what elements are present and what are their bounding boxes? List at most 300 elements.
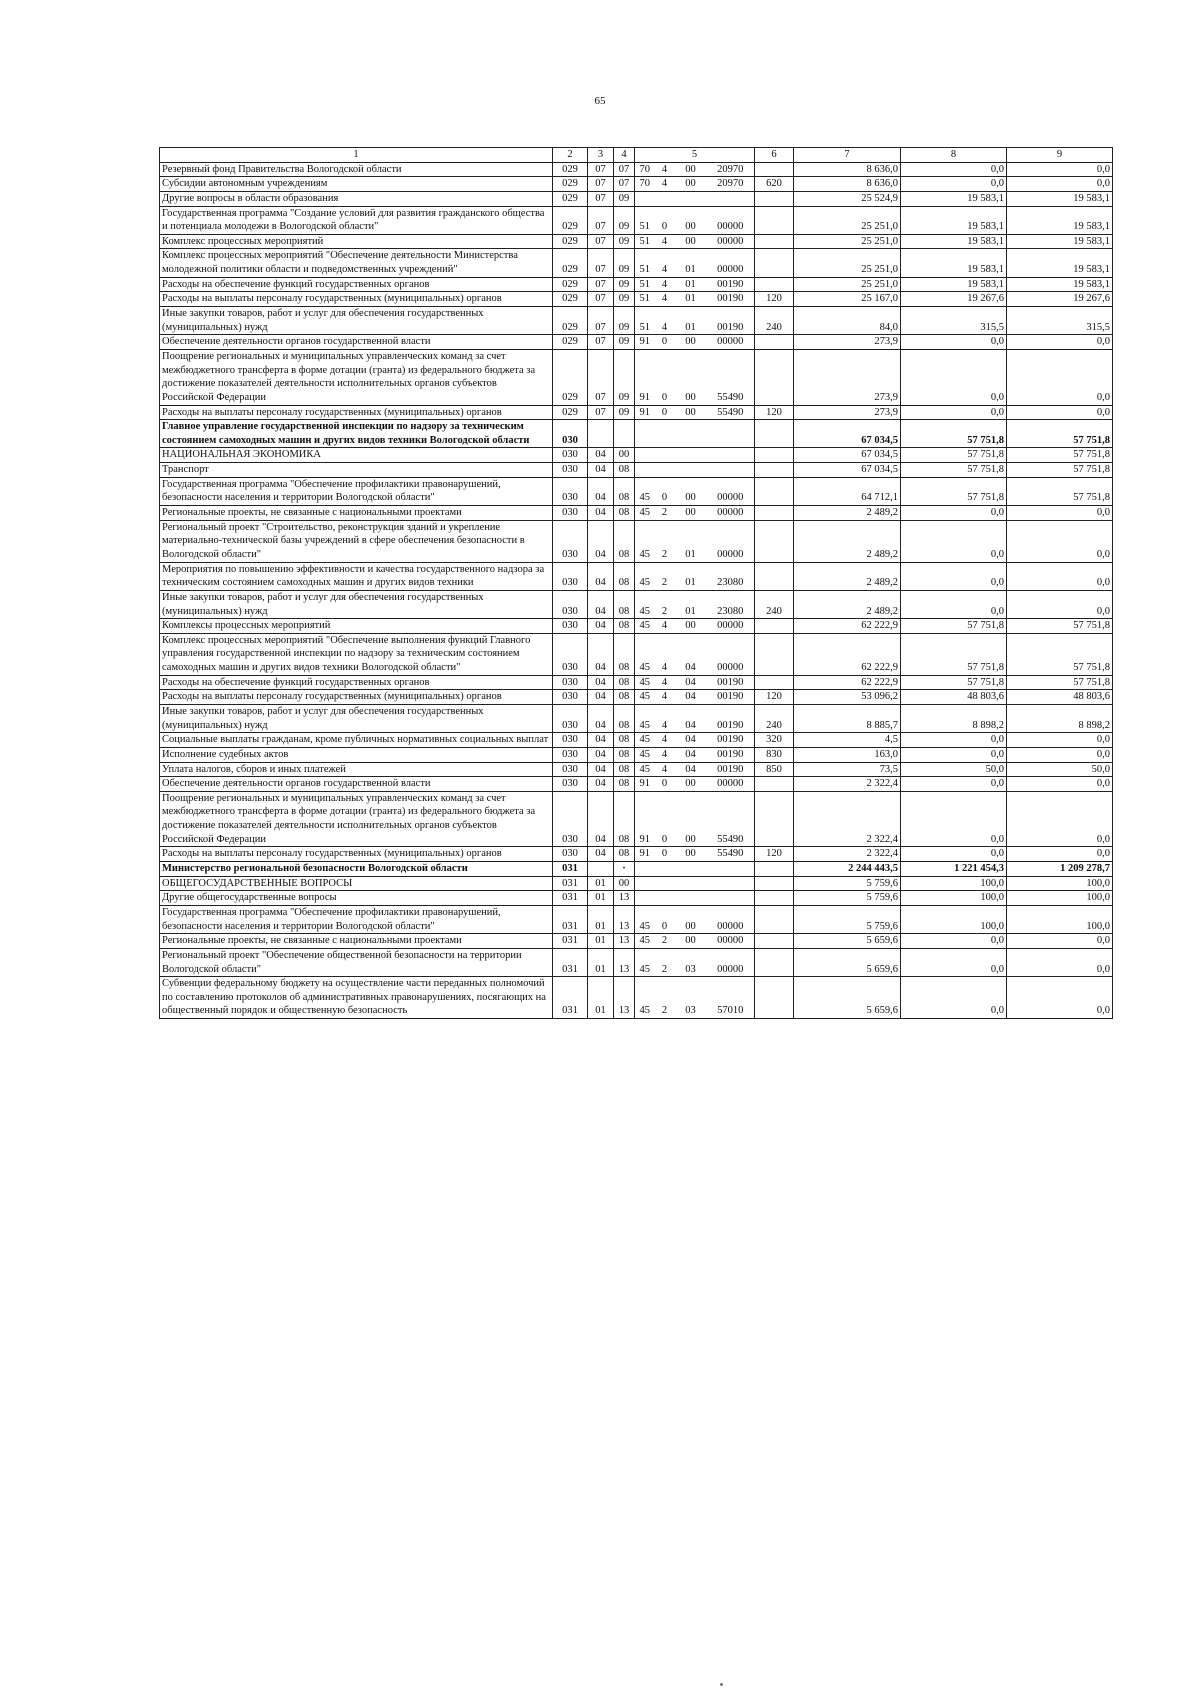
row-subsection: 08: [614, 704, 635, 732]
row-grbs: 030: [553, 747, 588, 762]
budget-table: [159, 147, 1113, 1019]
row-target-type: [655, 448, 675, 463]
row-value-9: 57 751,8: [1007, 619, 1113, 634]
row-value-8: 0,0: [901, 747, 1007, 762]
row-value-8: 19 583,1: [901, 277, 1007, 292]
row-target-direction: 00190: [707, 307, 755, 335]
row-value-9: 0,0: [1007, 349, 1113, 405]
row-name: Расходы на обеспечение функций государственных органов: [160, 675, 553, 690]
row-value-9: 0,0: [1007, 335, 1113, 350]
row-value-9: 0,0: [1007, 847, 1113, 862]
row-value-9: 19 583,1: [1007, 277, 1113, 292]
row-section: 04: [588, 590, 614, 618]
row-section: 07: [588, 307, 614, 335]
row-name: Уплата налогов, сборов и иных платежей: [160, 762, 553, 777]
row-value-7: 5 659,6: [794, 934, 901, 949]
col-header-6: 6: [755, 148, 794, 163]
row-target-program: 70: [635, 177, 655, 192]
table-row: [160, 847, 1113, 862]
table-row: [160, 862, 1113, 877]
table-row: [160, 633, 1113, 675]
row-subsection: 13: [614, 905, 635, 933]
row-section: 07: [588, 249, 614, 277]
row-subsection: [614, 420, 635, 448]
table-row: [160, 177, 1113, 192]
row-value-7: 62 222,9: [794, 675, 901, 690]
row-target-direction: [707, 891, 755, 906]
row-target-structure: 00: [675, 934, 707, 949]
table-row: [160, 675, 1113, 690]
row-section: 04: [588, 847, 614, 862]
row-expense-type: 120: [755, 292, 794, 307]
row-expense-type: 240: [755, 590, 794, 618]
row-name: Иные закупки товаров, работ и услуг для обеспечения государственных (муниципальных) нужд: [160, 590, 553, 618]
row-target-structure: 04: [675, 675, 707, 690]
row-name: Исполнение судебных актов: [160, 747, 553, 762]
row-expense-type: 120: [755, 690, 794, 705]
row-subsection: 13: [614, 891, 635, 906]
row-name: Комплекс процессных мероприятий "Обеспечение деятельности Министерства молодежной политики области и подведомственных учреждений": [160, 249, 553, 277]
row-value-8: 0,0: [901, 506, 1007, 521]
row-subsection: 08: [614, 520, 635, 562]
row-grbs: 030: [553, 791, 588, 847]
row-grbs: 029: [553, 162, 588, 177]
row-value-8: 19 583,1: [901, 234, 1007, 249]
row-target-program: 91: [635, 777, 655, 792]
row-name: Расходы на обеспечение функций государственных органов: [160, 277, 553, 292]
row-target-structure: 00: [675, 177, 707, 192]
row-target-structure: 00: [675, 506, 707, 521]
row-value-7: 73,5: [794, 762, 901, 777]
row-target-type: 0: [655, 477, 675, 505]
row-subsection: 00: [614, 448, 635, 463]
row-value-9: 1 209 278,7: [1007, 862, 1113, 877]
row-value-7: 25 251,0: [794, 234, 901, 249]
table-row: [160, 448, 1113, 463]
row-grbs: 029: [553, 349, 588, 405]
row-name: Государственная программа "Создание условий для развития гражданского общества и потенциала молодежи в Вологодской области": [160, 206, 553, 234]
row-subsection: 08: [614, 633, 635, 675]
row-value-7: 4,5: [794, 733, 901, 748]
row-expense-type: [755, 675, 794, 690]
row-value-8: 8 898,2: [901, 704, 1007, 732]
row-target-type: 4: [655, 619, 675, 634]
row-expense-type: 620: [755, 177, 794, 192]
row-target-type: 0: [655, 791, 675, 847]
row-target-program: 45: [635, 675, 655, 690]
table-row: [160, 777, 1113, 792]
row-target-structure: 01: [675, 307, 707, 335]
row-target-type: 2: [655, 977, 675, 1019]
row-subsection: 09: [614, 249, 635, 277]
row-target-structure: 01: [675, 520, 707, 562]
row-section: 04: [588, 448, 614, 463]
row-target-program: 45: [635, 633, 655, 675]
row-section: 04: [588, 675, 614, 690]
row-value-9: 19 583,1: [1007, 234, 1113, 249]
row-grbs: 030: [553, 590, 588, 618]
row-subsection: 08: [614, 791, 635, 847]
row-expense-type: 120: [755, 405, 794, 420]
row-target-program: [635, 191, 655, 206]
table-row: [160, 562, 1113, 590]
row-value-7: 2 322,4: [794, 791, 901, 847]
row-grbs: 030: [553, 690, 588, 705]
row-grbs: 030: [553, 448, 588, 463]
row-target-direction: 20970: [707, 177, 755, 192]
row-section: 01: [588, 876, 614, 891]
row-value-8: 48 803,6: [901, 690, 1007, 705]
row-target-structure: 01: [675, 249, 707, 277]
row-value-7: 8 885,7: [794, 704, 901, 732]
row-target-type: 0: [655, 777, 675, 792]
row-target-direction: [707, 448, 755, 463]
row-expense-type: [755, 905, 794, 933]
row-value-7: 8 636,0: [794, 162, 901, 177]
row-grbs: 031: [553, 862, 588, 877]
row-section: 04: [588, 747, 614, 762]
row-value-9: 50,0: [1007, 762, 1113, 777]
row-name: Мероприятия по повышению эффективности и качества государственного надзора за техническим состоянием самоходных машин и других видов техники: [160, 562, 553, 590]
row-value-7: 25 524,9: [794, 191, 901, 206]
row-value-8: 0,0: [901, 590, 1007, 618]
row-target-direction: 55490: [707, 791, 755, 847]
row-target-program: 45: [635, 619, 655, 634]
row-target-program: 51: [635, 292, 655, 307]
row-target-type: 4: [655, 633, 675, 675]
row-target-program: [635, 876, 655, 891]
row-target-direction: 00190: [707, 704, 755, 732]
row-target-direction: 57010: [707, 977, 755, 1019]
row-subsection: 08: [614, 477, 635, 505]
row-target-direction: 00000: [707, 777, 755, 792]
row-subsection: ·: [614, 862, 635, 877]
row-target-type: 0: [655, 405, 675, 420]
row-expense-type: [755, 349, 794, 405]
table-row: [160, 690, 1113, 705]
row-target-direction: 00000: [707, 335, 755, 350]
row-target-structure: 00: [675, 847, 707, 862]
row-expense-type: [755, 520, 794, 562]
row-value-9: 0,0: [1007, 405, 1113, 420]
row-subsection: 09: [614, 191, 635, 206]
row-value-9: 0,0: [1007, 520, 1113, 562]
col-header-2: 2: [553, 148, 588, 163]
row-name: Главное управление государственной инспекции по надзору за техническим состоянием самоходных машин и других видов техники Вологодской области: [160, 420, 553, 448]
row-section: 07: [588, 191, 614, 206]
row-target-program: 51: [635, 277, 655, 292]
row-section: 04: [588, 690, 614, 705]
row-name: Комплексы процессных мероприятий: [160, 619, 553, 634]
row-target-program: 51: [635, 206, 655, 234]
row-subsection: 09: [614, 292, 635, 307]
table-row: [160, 891, 1113, 906]
row-value-7: 2 489,2: [794, 562, 901, 590]
row-target-type: 2: [655, 590, 675, 618]
row-grbs: 029: [553, 206, 588, 234]
row-value-8: 0,0: [901, 948, 1007, 976]
row-subsection: 08: [614, 733, 635, 748]
row-value-9: 0,0: [1007, 562, 1113, 590]
row-grbs: 029: [553, 277, 588, 292]
row-value-9: 19 267,6: [1007, 292, 1113, 307]
table-row: [160, 463, 1113, 478]
row-target-program: 45: [635, 948, 655, 976]
row-expense-type: [755, 891, 794, 906]
row-value-9: 0,0: [1007, 590, 1113, 618]
row-grbs: 029: [553, 405, 588, 420]
row-value-7: 8 636,0: [794, 177, 901, 192]
row-target-direction: 00190: [707, 277, 755, 292]
row-value-9: 57 751,8: [1007, 448, 1113, 463]
row-target-program: 91: [635, 791, 655, 847]
row-name: Государственная программа "Обеспечение профилактики правонарушений, безопасности населения и территории Вологодской области": [160, 477, 553, 505]
row-target-structure: 03: [675, 948, 707, 976]
row-value-7: 5 759,6: [794, 905, 901, 933]
row-subsection: 13: [614, 977, 635, 1019]
col-header-8: 8: [901, 148, 1007, 163]
row-target-structure: 00: [675, 349, 707, 405]
row-expense-type: [755, 234, 794, 249]
col-header-5: 5: [635, 148, 755, 163]
table-row: [160, 277, 1113, 292]
table-row: [160, 948, 1113, 976]
row-target-structure: 00: [675, 791, 707, 847]
row-target-program: 45: [635, 477, 655, 505]
row-name: Субвенции федеральному бюджету на осуществление части переданных полномочий по составлению протоколов об административных правонарушениях, посягающих на общественный порядок и общественную безопасность: [160, 977, 553, 1019]
row-name: Комплекс процессных мероприятий: [160, 234, 553, 249]
row-expense-type: 240: [755, 704, 794, 732]
row-subsection: 08: [614, 762, 635, 777]
row-value-8: 0,0: [901, 520, 1007, 562]
row-value-9: 0,0: [1007, 934, 1113, 949]
row-target-structure: 01: [675, 590, 707, 618]
row-grbs: 030: [553, 762, 588, 777]
row-target-type: 4: [655, 747, 675, 762]
row-value-9: 57 751,8: [1007, 633, 1113, 675]
row-value-9: 315,5: [1007, 307, 1113, 335]
row-value-7: 64 712,1: [794, 477, 901, 505]
row-target-direction: 00190: [707, 733, 755, 748]
row-value-9: 57 751,8: [1007, 477, 1113, 505]
row-value-7: 25 251,0: [794, 206, 901, 234]
row-target-program: 45: [635, 747, 655, 762]
row-name: Региональные проекты, не связанные с национальными проектами: [160, 506, 553, 521]
row-value-7: 2 489,2: [794, 506, 901, 521]
row-name: Региональные проекты, не связанные с национальными проектами: [160, 934, 553, 949]
row-section: [588, 420, 614, 448]
row-target-program: 45: [635, 520, 655, 562]
row-target-direction: 00000: [707, 619, 755, 634]
row-value-8: 57 751,8: [901, 463, 1007, 478]
row-grbs: 031: [553, 905, 588, 933]
row-name: Комплекс процессных мероприятий "Обеспечение выполнения функций Главного управления государственной инспекции по надзору за техническим состоянием самоходных машин и других видов техники Вологодской области": [160, 633, 553, 675]
row-target-type: 2: [655, 562, 675, 590]
row-target-program: [635, 420, 655, 448]
row-value-8: 0,0: [901, 405, 1007, 420]
row-value-9: 0,0: [1007, 506, 1113, 521]
row-target-program: 51: [635, 249, 655, 277]
row-section: 04: [588, 633, 614, 675]
row-section: 07: [588, 335, 614, 350]
row-section: 07: [588, 405, 614, 420]
row-value-9: 0,0: [1007, 733, 1113, 748]
row-target-direction: 00000: [707, 234, 755, 249]
row-name: Субсидии автономным учреждениям: [160, 177, 553, 192]
row-expense-type: [755, 876, 794, 891]
row-target-program: 45: [635, 704, 655, 732]
row-value-9: 0,0: [1007, 177, 1113, 192]
row-value-9: 57 751,8: [1007, 675, 1113, 690]
row-expense-type: [755, 277, 794, 292]
row-section: 07: [588, 206, 614, 234]
row-section: 07: [588, 349, 614, 405]
row-value-7: 84,0: [794, 307, 901, 335]
row-value-9: 0,0: [1007, 162, 1113, 177]
row-value-7: 273,9: [794, 335, 901, 350]
row-value-9: 48 803,6: [1007, 690, 1113, 705]
row-grbs: 029: [553, 191, 588, 206]
row-subsection: 09: [614, 206, 635, 234]
row-value-8: 57 751,8: [901, 619, 1007, 634]
row-value-7: 2 244 443,5: [794, 862, 901, 877]
row-target-direction: 23080: [707, 590, 755, 618]
row-value-8: 0,0: [901, 562, 1007, 590]
row-target-structure: 00: [675, 477, 707, 505]
row-target-type: [655, 876, 675, 891]
row-section: 07: [588, 177, 614, 192]
row-grbs: 030: [553, 633, 588, 675]
row-name: Региональный проект "Строительство, реконструкция зданий и укрепление материально-технической базы учреждений в сфере обеспечения безопасности в Вологодской области": [160, 520, 553, 562]
table-row: [160, 405, 1113, 420]
row-subsection: 08: [614, 747, 635, 762]
table-row: [160, 349, 1113, 405]
row-expense-type: 320: [755, 733, 794, 748]
row-value-7: 62 222,9: [794, 633, 901, 675]
row-grbs: 030: [553, 704, 588, 732]
row-expense-type: [755, 477, 794, 505]
table-row: [160, 733, 1113, 748]
row-expense-type: [755, 562, 794, 590]
row-value-7: 5 659,6: [794, 948, 901, 976]
row-name: Обеспечение деятельности органов государственной власти: [160, 335, 553, 350]
row-section: 01: [588, 905, 614, 933]
row-value-7: 62 222,9: [794, 619, 901, 634]
row-grbs: 030: [553, 777, 588, 792]
row-section: 04: [588, 733, 614, 748]
row-value-9: 0,0: [1007, 747, 1113, 762]
row-target-type: 4: [655, 733, 675, 748]
row-target-type: 4: [655, 704, 675, 732]
row-subsection: 09: [614, 234, 635, 249]
row-subsection: 08: [614, 847, 635, 862]
row-target-direction: [707, 862, 755, 877]
row-target-program: 51: [635, 307, 655, 335]
row-target-direction: [707, 463, 755, 478]
row-name: Расходы на выплаты персоналу государственных (муниципальных) органов: [160, 690, 553, 705]
row-value-7: 273,9: [794, 349, 901, 405]
row-value-7: 2 322,4: [794, 847, 901, 862]
row-value-8: 0,0: [901, 177, 1007, 192]
page-number: 65: [594, 95, 606, 107]
row-expense-type: [755, 791, 794, 847]
row-target-type: 0: [655, 335, 675, 350]
row-grbs: 029: [553, 234, 588, 249]
row-name: Государственная программа "Обеспечение профилактики правонарушений, безопасности населения и территории Вологодской области": [160, 905, 553, 933]
row-subsection: 07: [614, 162, 635, 177]
row-section: 04: [588, 562, 614, 590]
row-target-structure: 01: [675, 277, 707, 292]
row-expense-type: [755, 448, 794, 463]
row-target-direction: 00190: [707, 675, 755, 690]
row-subsection: 08: [614, 777, 635, 792]
row-value-9: 57 751,8: [1007, 463, 1113, 478]
row-section: 04: [588, 704, 614, 732]
row-target-structure: [675, 463, 707, 478]
row-grbs: 030: [553, 619, 588, 634]
table-row: [160, 590, 1113, 618]
row-target-program: [635, 891, 655, 906]
row-name: Расходы на выплаты персоналу государственных (муниципальных) органов: [160, 405, 553, 420]
row-target-direction: [707, 876, 755, 891]
row-target-direction: 00000: [707, 477, 755, 505]
row-expense-type: [755, 162, 794, 177]
row-grbs: 030: [553, 675, 588, 690]
row-expense-type: [755, 619, 794, 634]
row-value-8: 19 583,1: [901, 191, 1007, 206]
row-name: Другие общегосударственные вопросы: [160, 891, 553, 906]
row-section: 04: [588, 791, 614, 847]
row-target-structure: 04: [675, 747, 707, 762]
row-value-8: 19 267,6: [901, 292, 1007, 307]
row-target-type: 4: [655, 249, 675, 277]
row-target-type: 2: [655, 520, 675, 562]
row-target-type: 4: [655, 177, 675, 192]
row-expense-type: [755, 191, 794, 206]
row-expense-type: [755, 249, 794, 277]
row-target-type: [655, 862, 675, 877]
row-expense-type: [755, 206, 794, 234]
row-target-direction: 55490: [707, 349, 755, 405]
table-row: [160, 905, 1113, 933]
row-target-direction: 00000: [707, 206, 755, 234]
row-target-structure: 00: [675, 777, 707, 792]
row-target-direction: 55490: [707, 847, 755, 862]
row-grbs: 030: [553, 733, 588, 748]
row-target-structure: 00: [675, 405, 707, 420]
row-target-structure: 00: [675, 162, 707, 177]
row-grbs: 029: [553, 177, 588, 192]
table-row: [160, 876, 1113, 891]
row-value-8: 57 751,8: [901, 675, 1007, 690]
row-target-program: 91: [635, 349, 655, 405]
row-name: Региональный проект "Обеспечение общественной безопасности на территории Вологодской области": [160, 948, 553, 976]
row-grbs: 030: [553, 506, 588, 521]
row-subsection: 09: [614, 277, 635, 292]
row-grbs: 030: [553, 477, 588, 505]
row-subsection: 08: [614, 619, 635, 634]
row-subsection: 00: [614, 876, 635, 891]
row-target-type: 0: [655, 206, 675, 234]
row-target-program: 45: [635, 562, 655, 590]
table-row: [160, 420, 1113, 448]
row-name: Обеспечение деятельности органов государственной власти: [160, 777, 553, 792]
row-target-type: 4: [655, 292, 675, 307]
row-target-structure: [675, 876, 707, 891]
table-header: [160, 148, 1113, 163]
row-expense-type: [755, 506, 794, 521]
row-target-direction: 00190: [707, 292, 755, 307]
